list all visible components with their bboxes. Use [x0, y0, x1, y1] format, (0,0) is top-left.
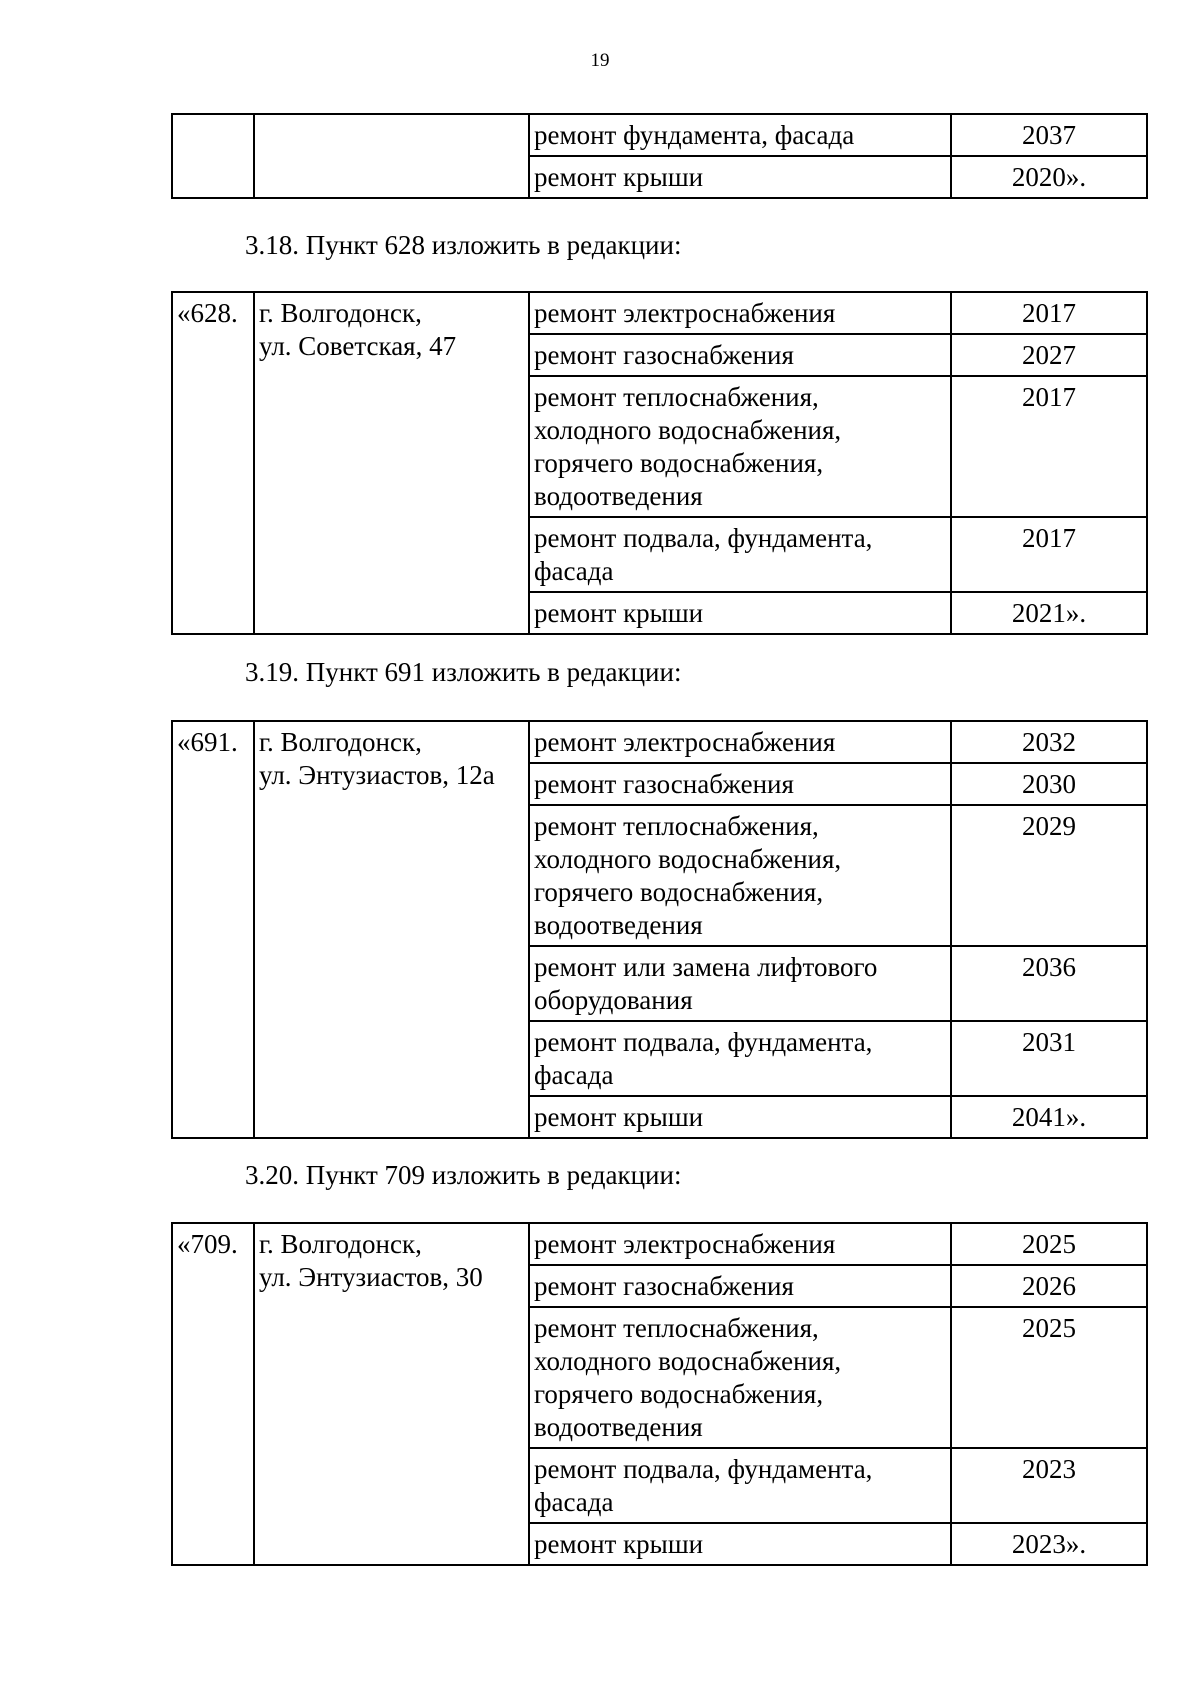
- work-cell: ремонт крыши: [529, 1523, 951, 1565]
- item-number: «628.: [172, 292, 254, 634]
- work-cell: ремонт электроснабжения: [529, 292, 951, 334]
- table-row: [172, 721, 1147, 763]
- item-address: г. Волгодонск, ул. Энтузиастов, 30: [254, 1223, 529, 1565]
- work-cell: ремонт подвала, фундамента, фасада: [529, 517, 951, 592]
- year-cell: 2029: [951, 805, 1147, 946]
- item-number: «709.: [172, 1223, 254, 1565]
- year-cell: 2036: [951, 946, 1147, 1021]
- work-cell: ремонт или замена лифтового оборудования: [529, 946, 951, 1021]
- year-cell: 2030: [951, 763, 1147, 805]
- year-cell: 2020».: [951, 156, 1147, 198]
- year-cell: 2023: [951, 1448, 1147, 1523]
- work-cell: ремонт газоснабжения: [529, 1265, 951, 1307]
- item-table-628: [171, 291, 1148, 635]
- work-cell: ремонт подвала, фундамента, фасада: [529, 1021, 951, 1096]
- year-cell: 2027: [951, 334, 1147, 376]
- table-row: [172, 114, 1147, 156]
- continuation-table: [171, 113, 1148, 199]
- year-cell: 2037: [951, 114, 1147, 156]
- number-cell: [172, 114, 254, 198]
- item-table-709: [171, 1222, 1148, 1566]
- section-heading-3-18: 3.18. Пункт 628 изложить в редакции:: [245, 230, 682, 260]
- section-heading-3-19: 3.19. Пункт 691 изложить в редакции:: [245, 657, 682, 687]
- work-cell: ремонт крыши: [529, 1096, 951, 1138]
- page-number: 19: [590, 50, 610, 71]
- year-cell: 2025: [951, 1223, 1147, 1265]
- year-cell: 2017: [951, 376, 1147, 517]
- year-cell: 2023».: [951, 1523, 1147, 1565]
- year-cell: 2031: [951, 1021, 1147, 1096]
- item-address: г. Волгодонск, ул. Советская, 47: [254, 292, 529, 634]
- work-cell: ремонт крыши: [529, 592, 951, 634]
- work-cell: ремонт теплоснабжения, холодного водоснабжения, горячего водоснабжения, водоотведения: [529, 376, 951, 517]
- work-cell: ремонт теплоснабжения, холодного водоснабжения, горячего водоснабжения, водоотведения: [529, 1307, 951, 1448]
- item-number: «691.: [172, 721, 254, 1138]
- address-cell: [254, 114, 529, 198]
- work-cell: ремонт электроснабжения: [529, 1223, 951, 1265]
- work-cell: ремонт теплоснабжения, холодного водоснабжения, горячего водоснабжения, водоотведения: [529, 805, 951, 946]
- work-cell: ремонт электроснабжения: [529, 721, 951, 763]
- table-row: [172, 292, 1147, 334]
- work-cell: ремонт крыши: [529, 156, 951, 198]
- year-cell: 2041».: [951, 1096, 1147, 1138]
- year-cell: 2021».: [951, 592, 1147, 634]
- work-cell: ремонт газоснабжения: [529, 334, 951, 376]
- item-address: г. Волгодонск, ул. Энтузиастов, 12а: [254, 721, 529, 1138]
- year-cell: 2017: [951, 517, 1147, 592]
- work-cell: ремонт фундамента, фасада: [529, 114, 951, 156]
- year-cell: 2032: [951, 721, 1147, 763]
- section-heading-3-20: 3.20. Пункт 709 изложить в редакции:: [245, 1160, 682, 1190]
- year-cell: 2025: [951, 1307, 1147, 1448]
- year-cell: 2026: [951, 1265, 1147, 1307]
- table-row: [172, 1223, 1147, 1265]
- year-cell: 2017: [951, 292, 1147, 334]
- work-cell: ремонт газоснабжения: [529, 763, 951, 805]
- work-cell: ремонт подвала, фундамента, фасада: [529, 1448, 951, 1523]
- item-table-691: [171, 720, 1148, 1139]
